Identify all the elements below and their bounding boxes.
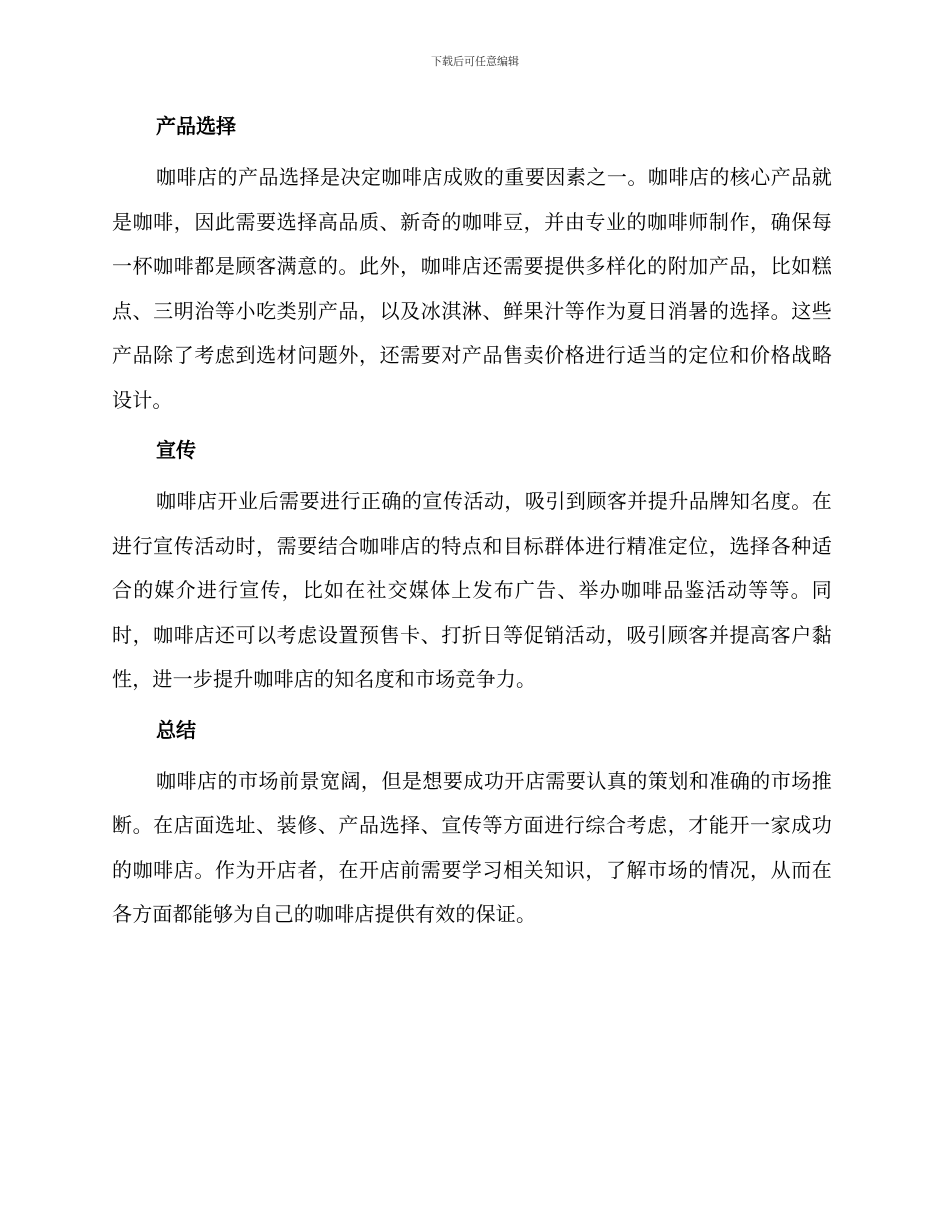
section-promotion xyxy=(112,434,832,702)
page-header: 下载后可任意编辑 xyxy=(431,55,519,68)
section-heading: 产品选择 xyxy=(156,114,236,138)
section-summary xyxy=(112,714,832,937)
document-body xyxy=(112,110,832,949)
section-product-selection xyxy=(112,110,832,422)
section-paragraph: 咖啡店的市场前景宽阔，但是想要成功开店需要认真的策划和准确的市场推断。在店面选址、装修、产品选择、宣传等方面进行综合考虑，才能开一家成功的咖啡店。作为开店者，在开店前需要学习相关知识，了解市场的情况，从而在各方面都能够为自己的咖啡店提供有效的保证。 xyxy=(112,768,832,926)
section-heading: 宣传 xyxy=(156,438,196,462)
section-paragraph: 咖啡店的产品选择是决定咖啡店成败的重要因素之一。咖啡店的核心产品就是咖啡，因此需要选择高品质、新奇的咖啡豆，并由专业的咖啡师制作，确保每一杯咖啡都是顾客满意的。此外，咖啡店还需要提供多样化的附加产品，比如糕点、三明治等小吃类别产品，以及冰淇淋、鲜果汁等作为夏日消暑的选择。这些产品除了考虑到选材问题外，还需要对产品售卖价格进行适当的定位和价格战略设计。 xyxy=(112,165,832,412)
section-paragraph: 咖啡店开业后需要进行正确的宣传活动，吸引到顾客并提升品牌知名度。在进行宣传活动时，需要结合咖啡店的特点和目标群体进行精准定位，选择各种适合的媒介进行宣传，比如在社交媒体上发布广告、举办咖啡品鉴活动等等。同时，咖啡店还可以考虑设置预售卡、打折日等促销活动，吸引顾客并提高客户黏性，进一步提升咖啡店的知名度和市场竞争力。 xyxy=(112,489,832,691)
section-heading: 总结 xyxy=(156,717,196,742)
